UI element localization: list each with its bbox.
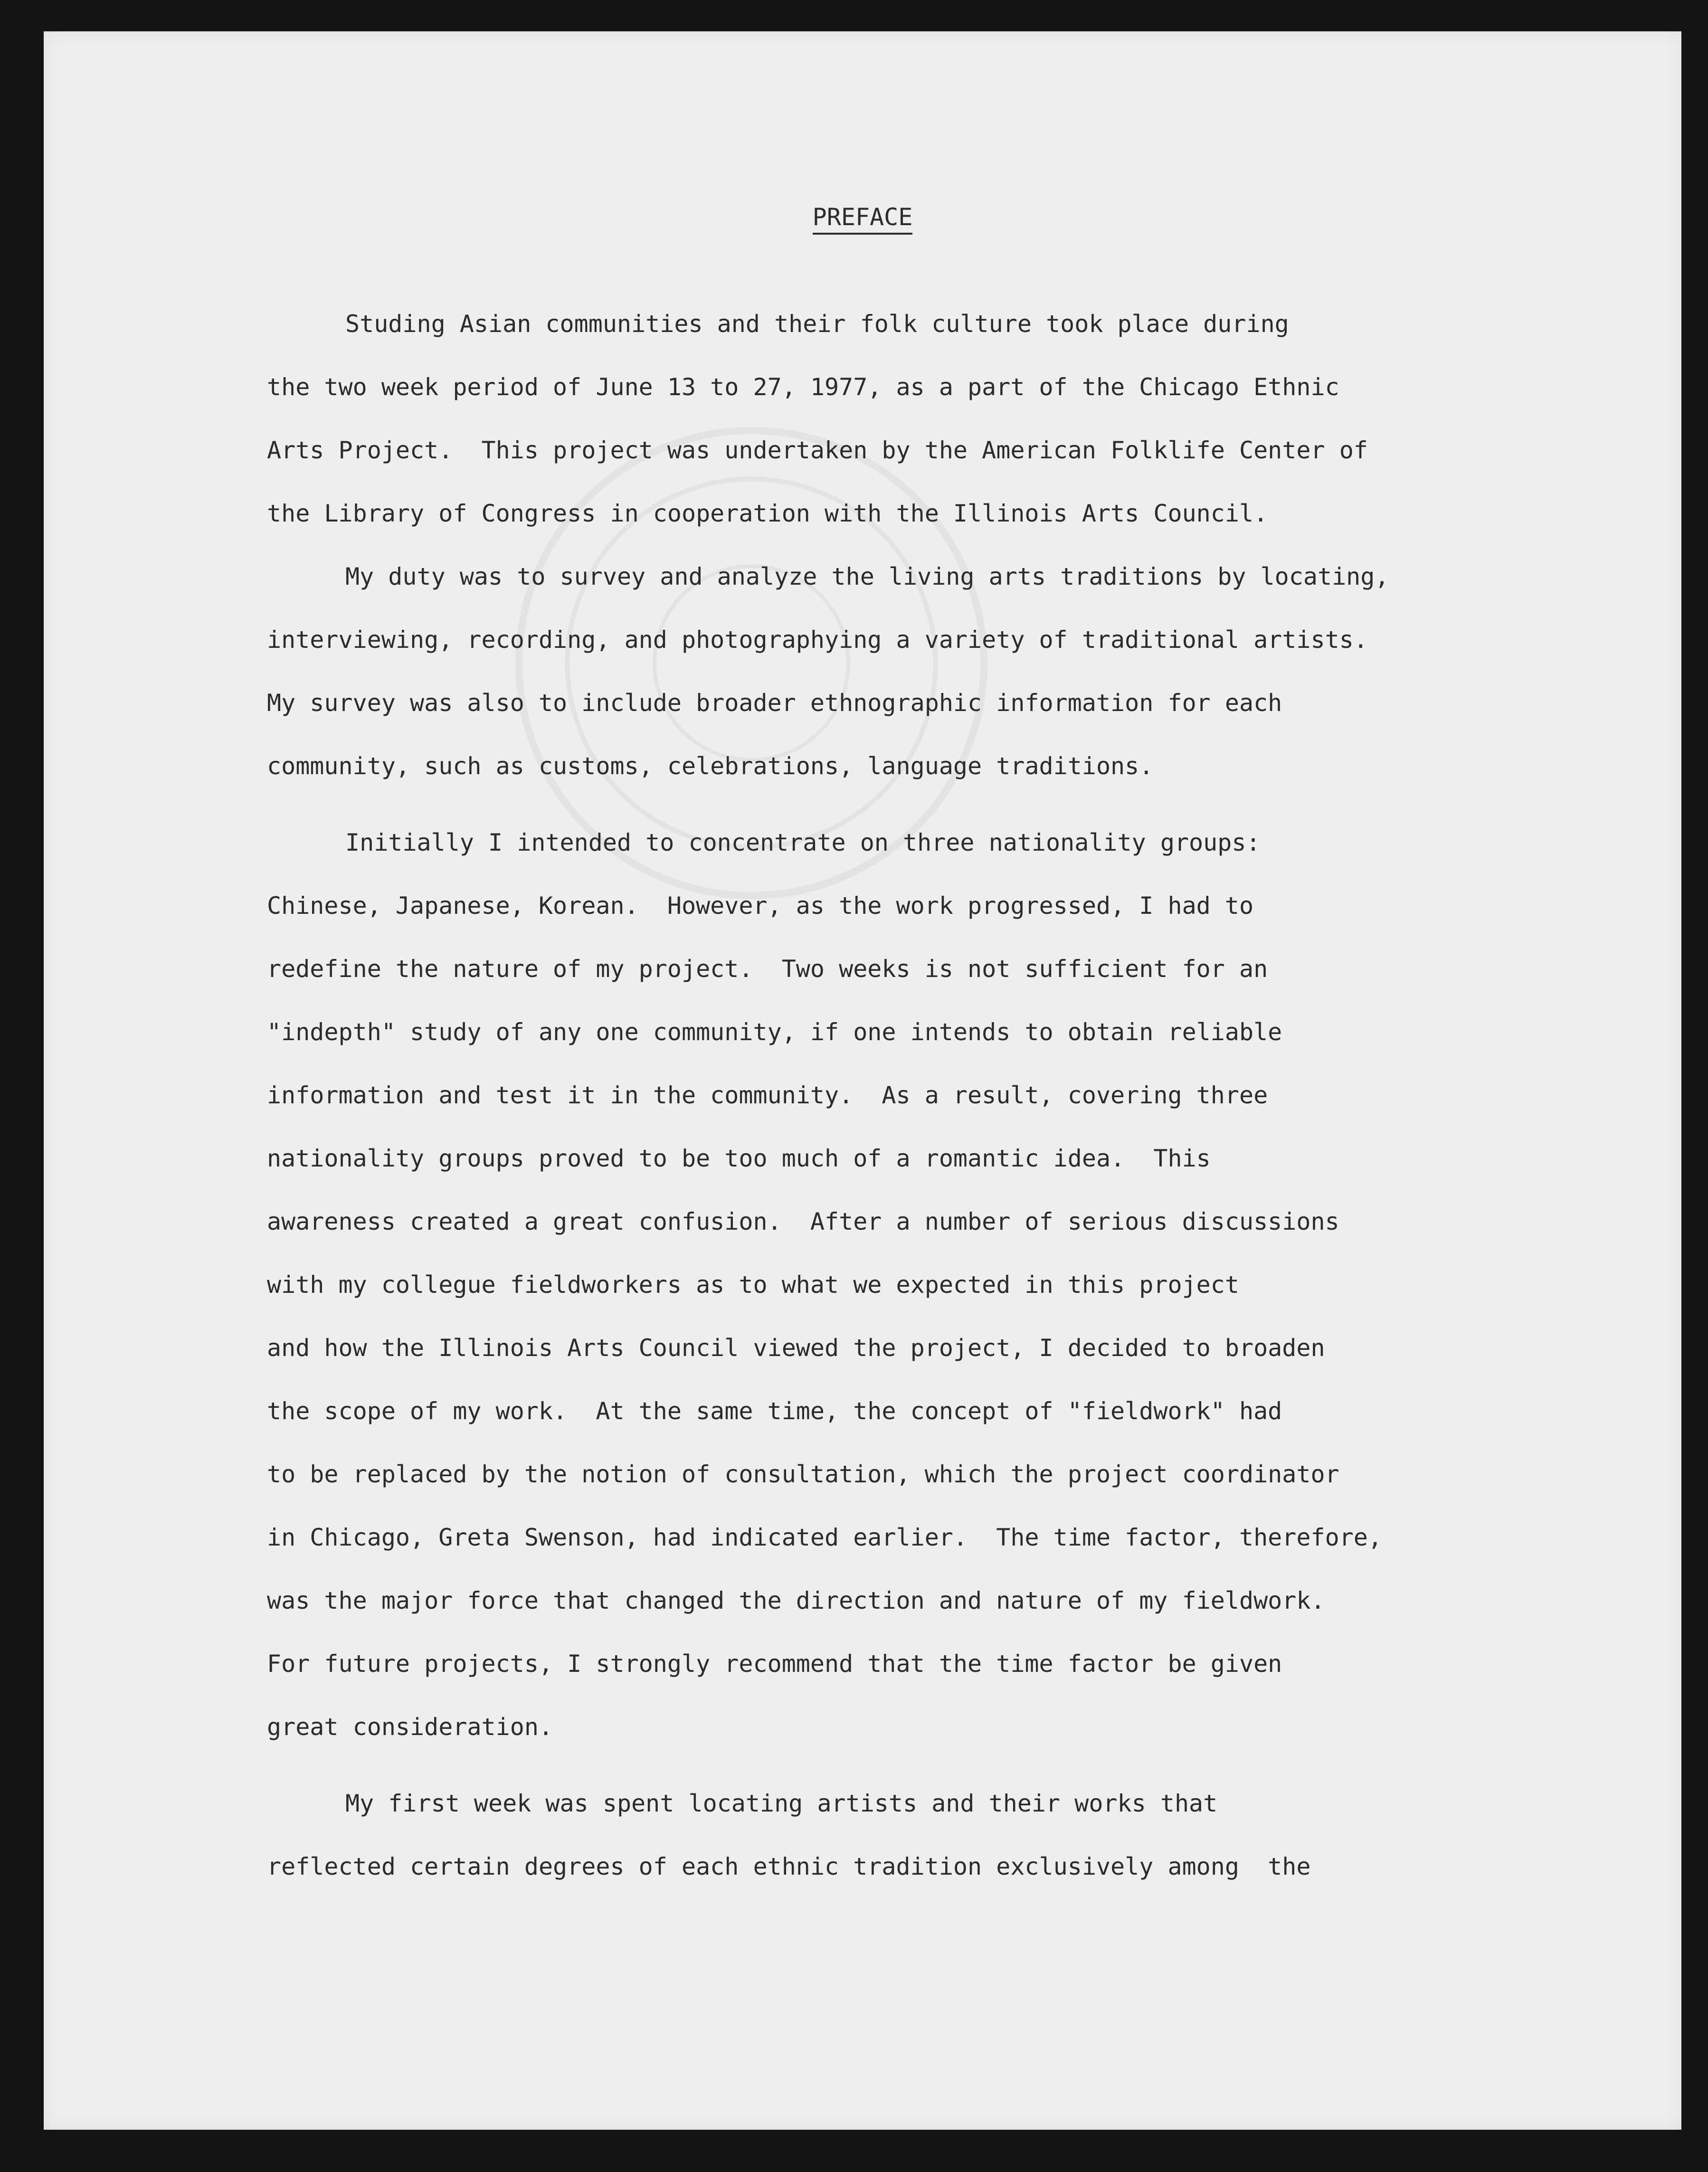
text-line: the scope of my work. At the same time, the concept of "fieldwork" had [267,1397,1282,1425]
text-line: Chinese, Japanese, Korean. However, as the work progressed, I had to [267,892,1254,920]
text-line: reflected certain degrees of each ethnic tradition exclusively among the [267,1853,1311,1880]
paragraph [267,545,1635,798]
text-line: My first week was spent locating artists and their works that [345,1790,1218,1817]
paragraph [267,811,1635,1759]
text-line: For future projects, I strongly recommend that the time factor be given [267,1650,1282,1678]
text-line: the Library of Congress in cooperation with the Illinois Arts Council. [267,500,1268,527]
text-line: My duty was to survey and analyze the living arts traditions by locating, [345,563,1389,590]
text-line: information and test it in the community. As a result, covering three [267,1081,1268,1109]
text-line: in Chicago, Greta Swenson, had indicated earlier. The time factor, therefore, [267,1524,1382,1551]
paragraph-gap [267,1759,1635,1772]
paragraph-gap [267,798,1635,811]
text-line: was the major force that changed the direction and nature of my fieldwork. [267,1587,1325,1614]
text-line: with my collegue fieldworkers as to what we expected in this project [267,1271,1239,1299]
paragraph [267,1772,1635,1898]
text-line: redefine the nature of my project. Two weeks is not sufficient for an [267,955,1268,983]
text-line: and how the Illinois Arts Council viewed the project, I decided to broaden [267,1334,1325,1362]
text-line: Initially I intended to concentrate on three nationality groups: [345,829,1261,856]
document-page [44,31,1681,2130]
text-line: Arts Project. This project was undertaken by the American Folklife Center of [267,436,1368,464]
preface-heading: PREFACE [813,203,913,235]
text-line: community, such as customs, celebrations, language traditions. [267,752,1154,780]
paragraph [267,293,1635,545]
page-title [44,203,1681,231]
text-line: nationality groups proved to be too much of a romantic idea. This [267,1145,1211,1172]
text-line: "indepth" study of any one community, if one intends to obtain reliable [267,1018,1282,1046]
text-line: interviewing, recording, and photographying a variety of traditional artists. [267,626,1368,654]
body-text [267,293,1635,1898]
text-line: the two week period of June 13 to 27, 1977, as a part of the Chicago Ethnic [267,373,1339,401]
text-line: to be replaced by the notion of consultation, which the project coordinator [267,1461,1339,1488]
text-line: awareness created a great confusion. After a number of serious discussions [267,1208,1339,1235]
text-line: My survey was also to include broader ethnographic information for each [267,689,1282,717]
text-line: great consideration. [267,1713,553,1741]
text-line: Studing Asian communities and their folk culture took place during [345,310,1289,338]
